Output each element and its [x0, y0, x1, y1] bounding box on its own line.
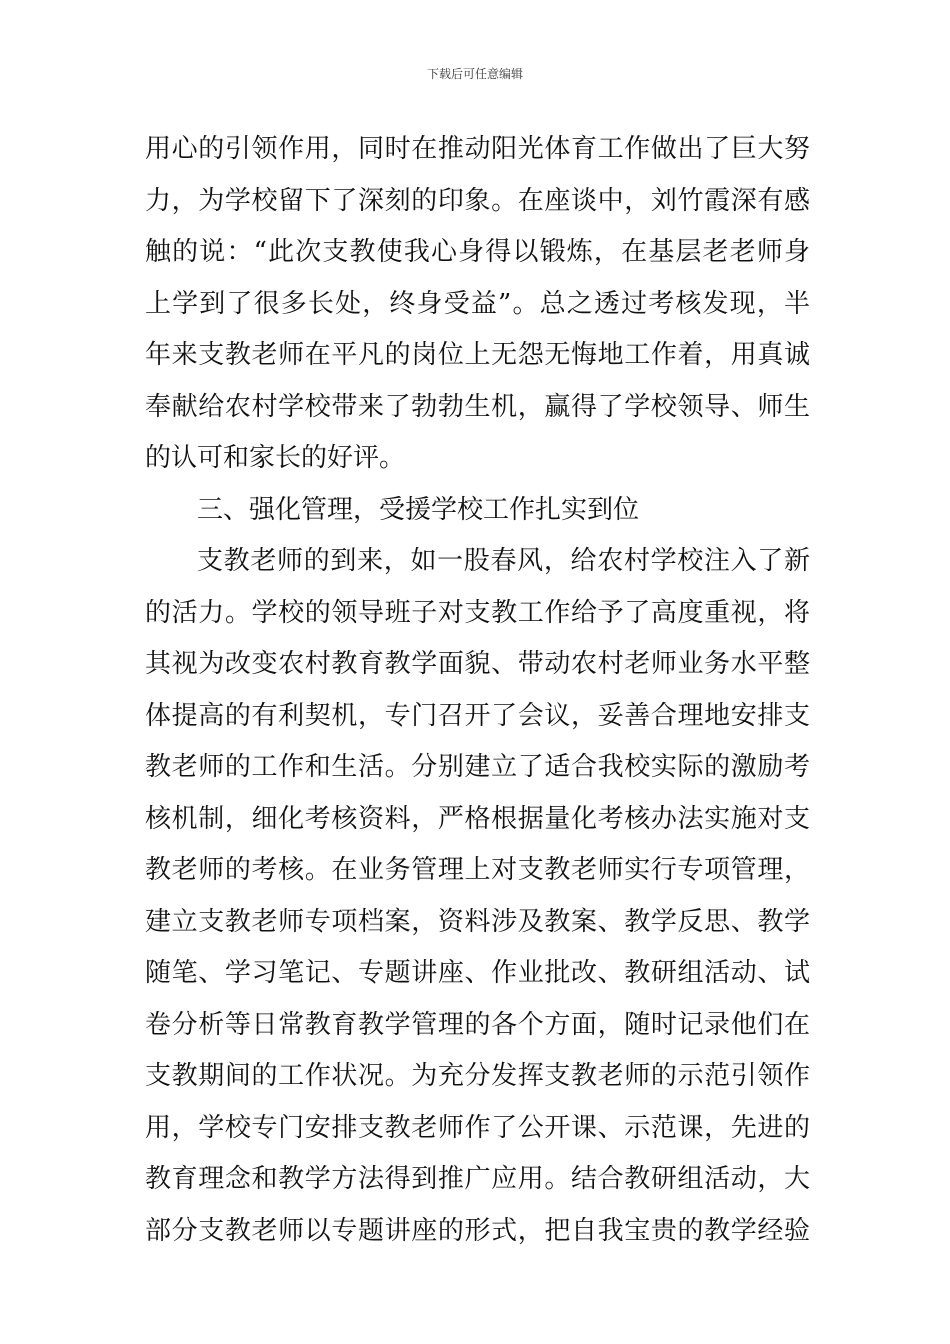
section-heading: 三、强化管理，受援学校工作扎实到位: [197, 494, 640, 525]
text-line: 卷分析等日常教育教学管理的各个方面，随时记录他们在: [145, 1009, 810, 1040]
text-line: 用心的引领作用，同时在推动阳光体育工作做出了巨大努: [145, 134, 810, 164]
text-line: 奉献给农村学校带来了勃勃生机，赢得了学校领导、师生: [145, 391, 810, 422]
text-line: 触的说：“此次支教使我心身得以锻炼，在基层老老师身: [145, 237, 810, 267]
text-line: 年来支教老师在平凡的岗位上无怨无悔地工作着，用真诚: [145, 340, 810, 370]
text-line: 支教老师的到来，如一股春风，给农村学校注入了新: [197, 546, 810, 576]
text-line: 教老师的考核。在业务管理上对支教老师实行专项管理，: [145, 855, 810, 885]
text-line: 部分支教老师以专题讲座的形式，把自我宝贵的教学经验: [145, 1215, 810, 1246]
text-line: 体提高的有利契机，专门召开了会议，妥善合理地安排支: [145, 700, 810, 731]
text-line: 其视为改变农村教育教学面貌、带动农村老师业务水平整: [145, 649, 810, 679]
text-line: 教育理念和教学方法得到推广应用。结合教研组活动，大: [145, 1164, 810, 1194]
text-line: 的认可和家长的好评。: [145, 443, 406, 473]
text-line: 建立支教老师专项档案，资料涉及教案、教学反思、教学: [145, 906, 810, 937]
text-line: 上学到了很多长处，终身受益”。总之透过考核发现，半: [145, 288, 810, 319]
text-line: 力，为学校留下了深刻的印象。在座谈中，刘竹霞深有感: [145, 185, 810, 216]
text-line: 用，学校专门安排支教老师作了公开课、示范课，先进的: [145, 1112, 810, 1143]
document-body: [145, 124, 810, 1257]
text-line: 核机制，细化考核资料，严格根据量化考核办法实施对支: [145, 803, 810, 834]
page-header: 下载后可任意编辑: [426, 67, 523, 81]
text-line: 随笔、学习笔记、专题讲座、作业批改、教研组活动、试: [145, 958, 810, 988]
text-line: 支教期间的工作状况。为充分发挥支教老师的示范引领作: [145, 1061, 810, 1091]
text-line: 教老师的工作和生活。分别建立了适合我校实际的激励考: [145, 752, 810, 782]
text-line: 的活力。学校的领导班子对支教工作给予了高度重视，将: [145, 597, 810, 628]
